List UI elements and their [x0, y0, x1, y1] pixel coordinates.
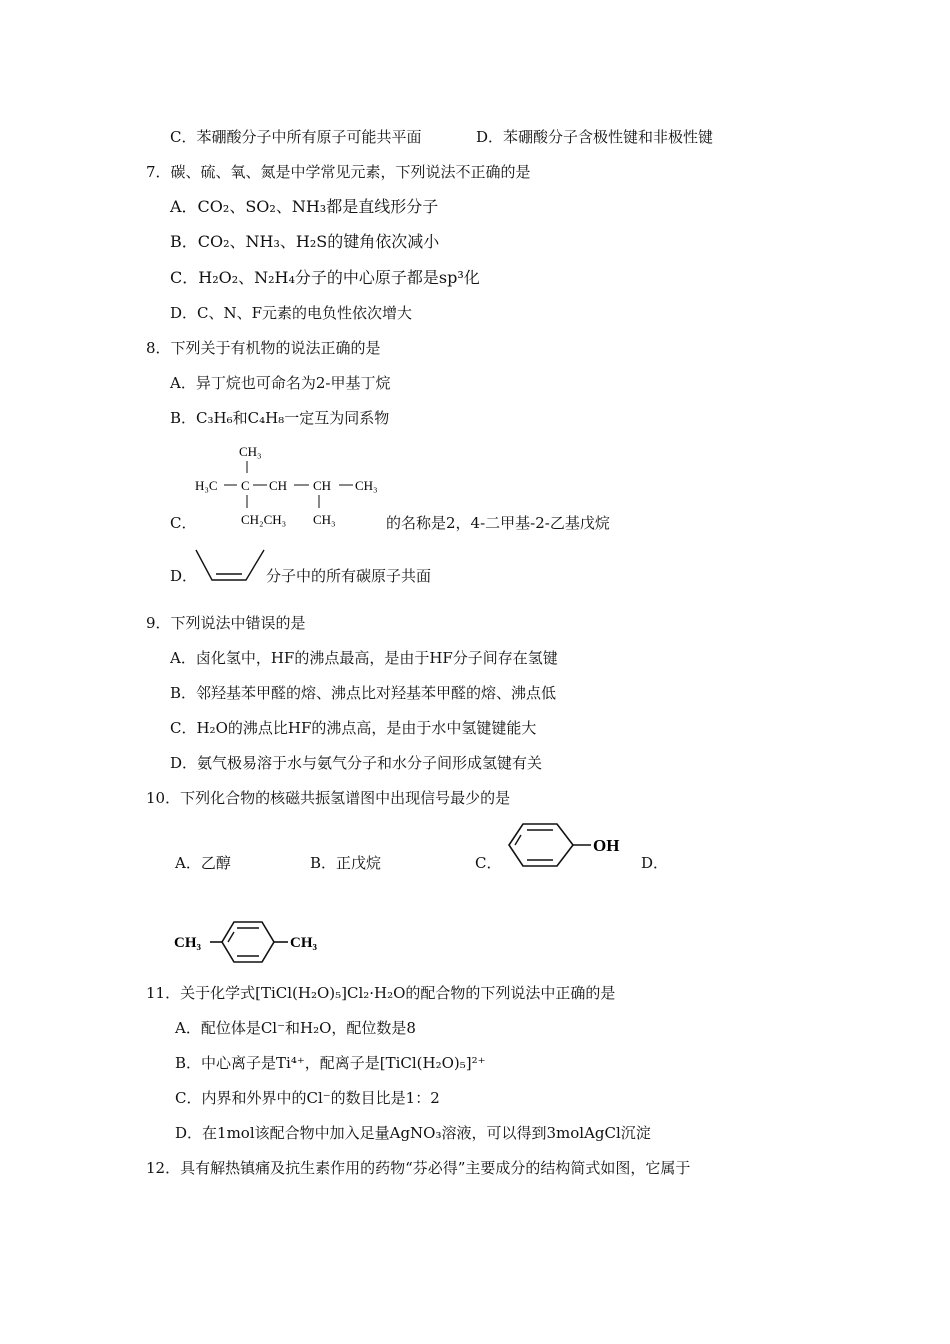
- q7-option-b: B．CO₂、NH₃、H₂S的键角依次减小: [170, 232, 440, 251]
- phenol-structure: [505, 820, 625, 870]
- q10-option-c: C．: [475, 854, 502, 872]
- q9-stem: 9．下列说法中错误的是: [146, 614, 306, 632]
- xylene-right-ch3: CH₃: [290, 935, 317, 951]
- q7-option-d: D．C、N、F元素的电负性依次增大: [170, 304, 413, 322]
- cis-2-butene-skeleton: [192, 546, 268, 586]
- q8-option-c-structure: [193, 440, 393, 532]
- struct-ch-1: CH: [269, 478, 288, 493]
- q11-stem: 11．关于化学式[TiCl(H₂O)₅]Cl₂·H₂O的配合物的下列说法中正确的是: [146, 984, 616, 1002]
- q11-option-b: B．中心离子是Ti⁴⁺，配离子是[TiCl(H₂O)₅]²⁺: [175, 1054, 486, 1072]
- q6-option-d: D．苯硼酸分子含极性键和非极性键: [476, 128, 714, 146]
- q9-option-c: C．H₂O的沸点比HF的沸点高，是由于水中氢键键能大: [170, 719, 537, 737]
- q9-option-b: B．邻羟基苯甲醛的熔、沸点比对羟基苯甲醛的熔、沸点低: [170, 684, 557, 702]
- q11-option-c: C．内界和外界中的Cl⁻的数目比是1：2: [175, 1089, 440, 1107]
- q8-option-d-label: D．: [170, 567, 198, 585]
- q7-stem: 7．碳、硫、氧、氮是中学常见元素，下列说法不正确的是: [146, 163, 531, 181]
- q8-option-d-text: 分子中的所有碳原子共面: [266, 567, 432, 585]
- q9-option-a: A．卤化氢中，HF的沸点最高，是由于HF分子间存在氢键: [170, 649, 558, 667]
- q10-option-a: A．乙醇: [175, 854, 231, 872]
- struct-quaternary-c: C: [241, 478, 250, 493]
- q8-stem: 8．下列关于有机物的说法正确的是: [146, 339, 381, 357]
- q10-option-b: B．正戊烷: [310, 854, 382, 872]
- q8-option-c-text: 的名称是2，4-二甲基-2-乙基戊烷: [386, 514, 610, 532]
- p-xylene-structure: [174, 918, 334, 964]
- struct-ethyl: CH₂CH₃: [241, 512, 287, 527]
- q8-option-b: B．C₃H₆和C₄H₈一定互为同系物: [170, 409, 390, 427]
- q7-option-a: A．CO₂、SO₂、NH₃都是直线形分子: [170, 197, 439, 216]
- struct-top-ch3: CH₃: [239, 444, 262, 459]
- q8-option-a: A．异丁烷也可命名为2-甲基丁烷: [170, 374, 391, 392]
- q10-option-d: D．: [641, 854, 669, 872]
- struct-bottom-ch3: CH₃: [313, 512, 336, 527]
- q10-stem: 10．下列化合物的核磁共振氢谱图中出现信号最少的是: [146, 789, 511, 807]
- q8-option-c-label: C．: [170, 514, 197, 532]
- q9-option-d: D．氨气极易溶于水与氨气分子和水分子间形成氢键有关: [170, 754, 543, 772]
- struct-ch-2: CH: [313, 478, 332, 493]
- phenol-oh-label: OH: [593, 836, 620, 855]
- q6-option-c: C．苯硼酸分子中所有原子可能共平面: [170, 128, 422, 146]
- q12-stem: 12．具有解热镇痛及抗生素作用的药物“芬必得”主要成分的结构简式如图，它属于: [146, 1159, 691, 1177]
- struct-right-ch3: CH₃: [355, 478, 378, 493]
- q11-option-a: A．配位体是Cl⁻和H₂O，配位数是8: [175, 1019, 416, 1037]
- q11-option-d: D．在1mol该配合物中加入足量AgNO₃溶液，可以得到3molAgCl沉淀: [175, 1124, 651, 1142]
- q7-option-c: C．H₂O₂、N₂H₄分子的中心原子都是sp³化: [170, 268, 480, 287]
- xylene-left-ch3: CH₃: [174, 935, 201, 951]
- struct-left-h3c: H₃C: [195, 478, 218, 493]
